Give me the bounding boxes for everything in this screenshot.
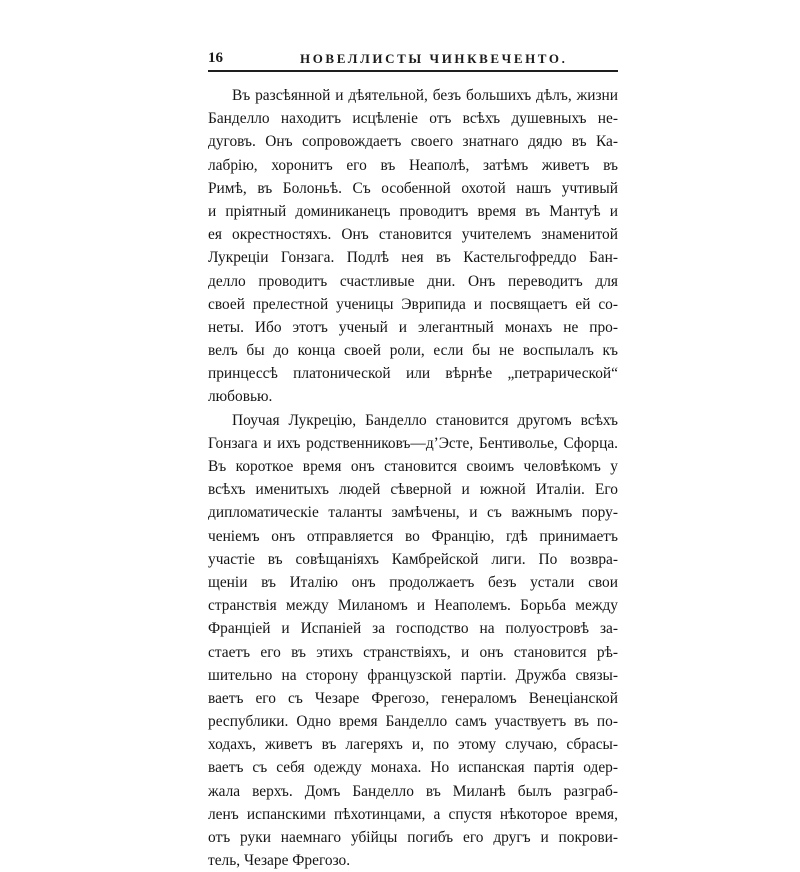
header-rule: [208, 70, 618, 72]
running-title: НОВЕЛЛИСТЫ ЧИНКВЕЧЕНТО.: [300, 51, 568, 66]
text-line: принцессѣ платонической или вѣрнѣе „петрарической“: [208, 365, 618, 383]
text-line: шительно на сторону французской партіи. Дружба связы-: [208, 666, 618, 684]
text-line: Поучая Лукрецію, Банделло становится другомъ всѣхъ: [232, 411, 618, 429]
text-line: своей прелестной ученицы Эврипида и посвящаетъ ей со-: [208, 295, 618, 313]
text-line: странствія между Миланомъ и Неаполемъ. Борьба между: [208, 597, 618, 615]
text-line: стаетъ его въ этихъ странствіяхъ, и онъ становится рѣ-: [208, 643, 618, 661]
text-line: Банделло находитъ исцѣленіе отъ всѣхъ душевныхъ не-: [208, 110, 618, 128]
page-number: 16: [208, 50, 223, 66]
text-line: любовью.: [208, 388, 273, 406]
text-line: ея окрестностяхъ. Онъ становится учителемъ знаменитой: [208, 226, 618, 244]
text-line: и пріятный доминиканецъ проводитъ время въ Мантуѣ и: [208, 202, 618, 220]
running-head: [208, 50, 618, 70]
text-line: Франціей и Испаніей за господство на полуостровѣ за-: [208, 620, 618, 638]
text-line: неты. Ибо этотъ ученый и элегантный монахъ не про-: [208, 318, 618, 336]
text-line: дипломатическіе таланты замѣчены, и съ важнымъ пору-: [208, 504, 618, 522]
text-line: дуговъ. Онъ сопровождаетъ своего знатнаго дядю въ Ка-: [208, 133, 618, 151]
text-line: лабрію, хоронитъ его въ Неаполѣ, затѣмъ живетъ въ: [208, 156, 618, 174]
text-line: делло проводитъ счастливые дни. Онъ переводитъ для: [208, 272, 618, 290]
text-line: тель, Чезаре Фрегозо.: [208, 852, 351, 870]
text-line: ленъ испанскими пѣхотинцами, а спустя нѣкоторое время,: [208, 805, 618, 823]
text-line: жала верхъ. Домъ Банделло въ Миланѣ былъ разграб-: [208, 782, 618, 800]
text-line: участіе въ совѣщаніяхъ Камбрейской лиги. По возвра-: [208, 550, 618, 568]
text-line: Гонзага и ихъ родственниковъ—д’Эсте, Бентиволье, Сфорца.: [208, 434, 618, 452]
text-line: велъ бы до конца своей роли, если бы не воспылалъ къ: [208, 342, 618, 360]
paragraph-2: [208, 409, 618, 872]
text-line: Лукреціи Гонзага. Подлѣ нея въ Кастельгофреддо Бан-: [208, 249, 618, 267]
body-text: [208, 84, 618, 872]
text-line: ваетъ его съ Чезаре Фрегозо, генераломъ Венеціанской: [208, 689, 618, 707]
paragraph-1: [208, 84, 618, 409]
text-line: Въ разсѣянной и дѣятельной, безъ большихъ дѣлъ, жизни: [232, 87, 618, 104]
text-line: всѣхъ именитыхъ людей сѣверной и южной Италіи. Его: [208, 481, 618, 499]
text-line: ходахъ, живетъ въ лагеряхъ и, по этому случаю, сбрасы-: [208, 736, 618, 754]
text-line: щеніи въ Италію онъ продолжаетъ безъ устали свои: [208, 573, 618, 591]
text-line: республики. Одно время Банделло самъ участвуетъ въ по-: [208, 713, 618, 731]
text-line: ченіемъ онъ отправляется во Францію, гдѣ принимаетъ: [208, 527, 618, 545]
text-line: Римѣ, въ Болоньѣ. Съ особенной охотой нашъ учтивый: [208, 179, 618, 197]
text-line: ваетъ съ себя одежду монаха. Но испанская партія одер-: [208, 759, 618, 777]
text-line: Въ короткое время онъ становится своимъ человѣкомъ у: [208, 458, 618, 475]
text-line: отъ руки наемнаго убійцы погибъ его другъ и покрови-: [208, 829, 618, 846]
